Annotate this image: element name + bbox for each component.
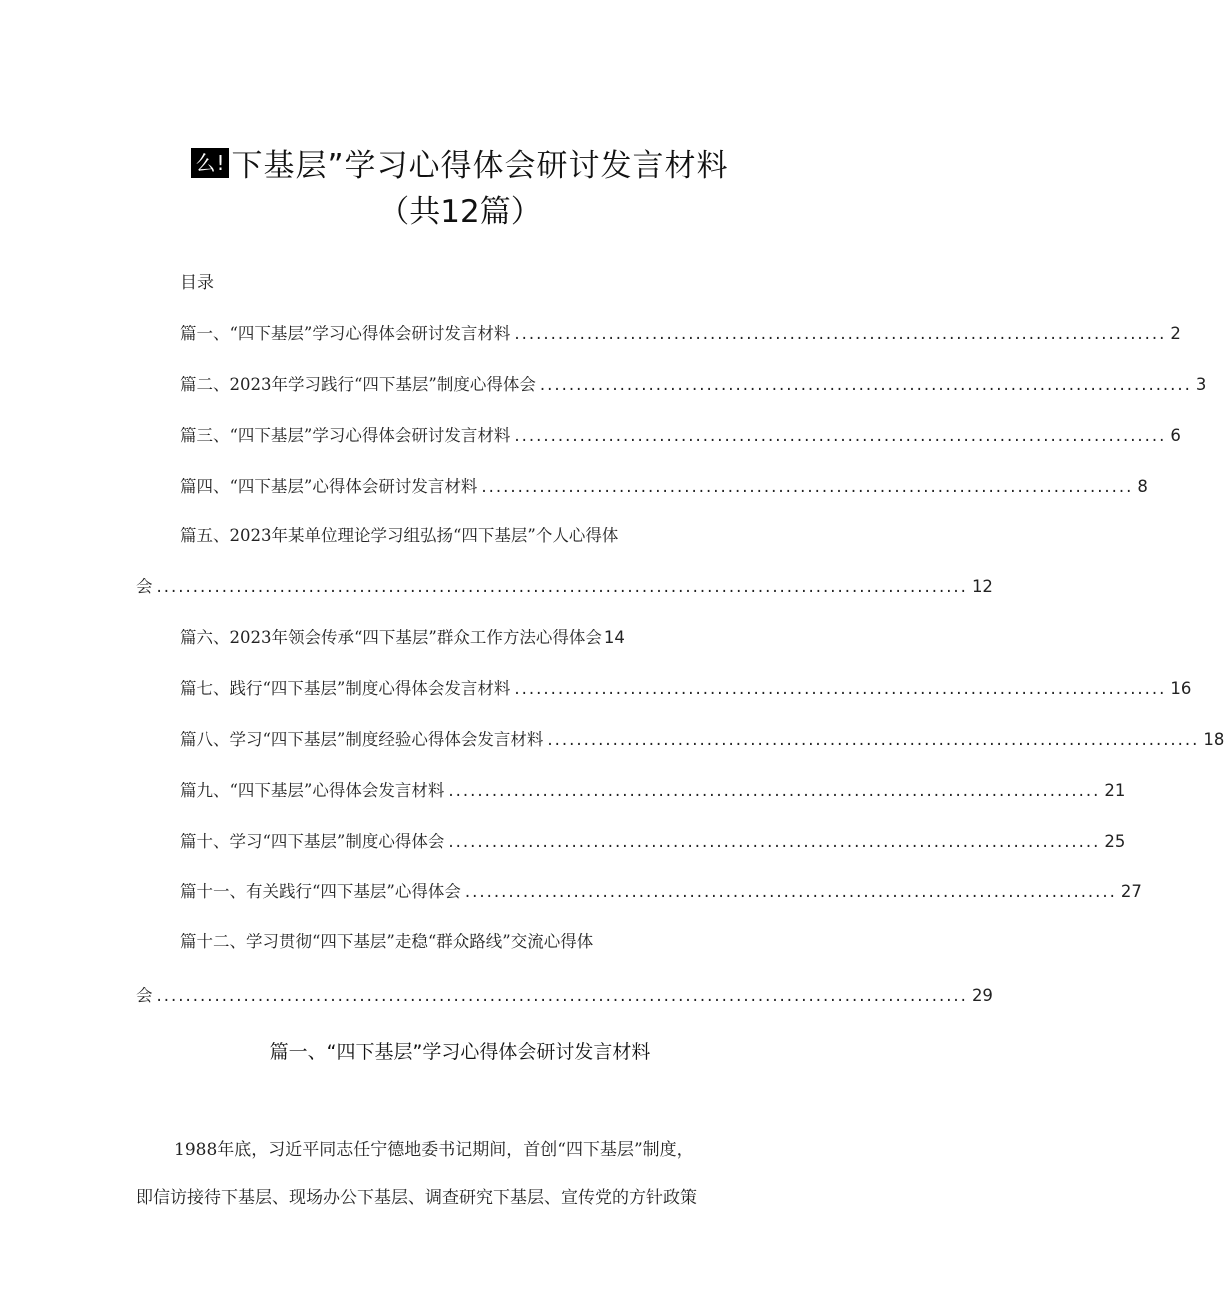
toc-leader-dots: ................................................................................................................ xyxy=(156,577,968,596)
toc-entry-1[interactable] xyxy=(180,320,1181,344)
toc-entry-2[interactable] xyxy=(180,371,1207,395)
toc-entry-label: 篇十、学习“四下基层”制度心得体会 xyxy=(180,832,445,851)
toc-leader-dots: ................................................................................................................ xyxy=(156,986,968,1005)
toc-entry-label: 篇四、“四下基层”心得体会研讨发言材料 xyxy=(180,477,478,496)
toc-entry-label: 篇六、2023年领会传承“四下基层”群众工作方法心得体会 xyxy=(180,628,602,647)
toc-entry-page: 21 xyxy=(1104,781,1126,800)
toc-leader-dots: .......................................................................................... xyxy=(481,477,1134,496)
toc-leader-dots: .......................................................................................... xyxy=(539,375,1192,394)
toc-entry-12-line1[interactable]: 篇十二、学习贯彻“四下基层”走稳“群众路线”交流心得体 xyxy=(180,932,594,951)
toc-entry-10[interactable] xyxy=(180,828,1126,852)
document-title-count: （共12篇） xyxy=(378,194,542,230)
toc-entry-12[interactable] xyxy=(136,982,993,1006)
toc-leader-dots: .......................................................................................... xyxy=(514,324,1167,343)
toc-leader-dots: .......................................................................................... xyxy=(448,781,1101,800)
section-heading: 篇一、“四下基层”学习心得体会研讨发言材料 xyxy=(269,1041,651,1063)
toc-entry-page: 18 xyxy=(1203,730,1224,749)
toc-entry-page: 14 xyxy=(603,628,625,647)
toc-leader-dots: .......................................................................................... xyxy=(514,426,1167,445)
toc-entry-page: 27 xyxy=(1120,882,1142,901)
toc-entry-7[interactable] xyxy=(180,675,1192,699)
toc-entry-8[interactable] xyxy=(180,726,1224,750)
toc-entry-label: 篇三、“四下基层”学习心得体会研讨发言材料 xyxy=(180,426,511,445)
body-paragraph-line2: 即信访接待下基层、现场办公下基层、调查研究下基层、宣传党的方针政策 xyxy=(136,1188,697,1208)
toc-entry-label: 篇一、“四下基层”学习心得体会研讨发言材料 xyxy=(180,324,511,343)
toc-entry-page: 2 xyxy=(1170,324,1181,343)
toc-entry-page: 29 xyxy=(971,986,993,1005)
toc-leader-dots: .......................................................................................... xyxy=(514,679,1167,698)
toc-entry-label: 会 xyxy=(136,986,153,1005)
toc-entry-label: 篇七、践行“四下基层”制度心得体会发言材料 xyxy=(180,679,511,698)
toc-entry-page: 25 xyxy=(1104,832,1126,851)
toc-entry-page: 6 xyxy=(1170,426,1181,445)
toc-entry-label: 篇八、学习“四下基层”制度经验心得体会发言材料 xyxy=(180,730,544,749)
toc-leader-dots: .......................................................................................... xyxy=(547,730,1200,749)
toc-entry-3[interactable] xyxy=(180,422,1181,446)
toc-entry-11[interactable] xyxy=(180,878,1142,902)
garbled-title-prefix: 么! xyxy=(191,148,229,178)
toc-entry-page: 16 xyxy=(1170,679,1192,698)
toc-entry-page: 8 xyxy=(1137,477,1148,496)
document-title-line1 xyxy=(0,140,920,185)
toc-entry-5[interactable] xyxy=(136,573,993,597)
toc-entry-page: 3 xyxy=(1195,375,1207,394)
toc-leader-dots: .......................................................................................... xyxy=(464,882,1117,901)
document-title-text: 下基层”学习心得体会研讨发言材料 xyxy=(231,148,729,184)
toc-entry-label: 篇十一、有关践行“四下基层”心得体会 xyxy=(180,882,461,901)
toc-entry-label: 篇二、2023年学习践行“四下基层”制度心得体会 xyxy=(180,375,536,394)
toc-leader-dots: .......................................................................................... xyxy=(448,832,1101,851)
toc-heading: 目录 xyxy=(180,273,214,293)
body-paragraph-line1: 1988年底，习近平同志任宁德地委书记期间，首创“四下基层”制度， xyxy=(174,1140,694,1160)
toc-entry-9[interactable] xyxy=(180,777,1126,801)
toc-entry-6[interactable] xyxy=(180,624,625,648)
toc-entry-page: 12 xyxy=(971,577,993,596)
toc-entry-4[interactable] xyxy=(180,473,1148,497)
toc-entry-label: 篇九、“四下基层”心得体会发言材料 xyxy=(180,781,445,800)
toc-entry-label: 会 xyxy=(136,577,153,596)
toc-entry-5-line1[interactable]: 篇五、2023年某单位理论学习组弘扬“四下基层”个人心得体 xyxy=(180,526,619,545)
